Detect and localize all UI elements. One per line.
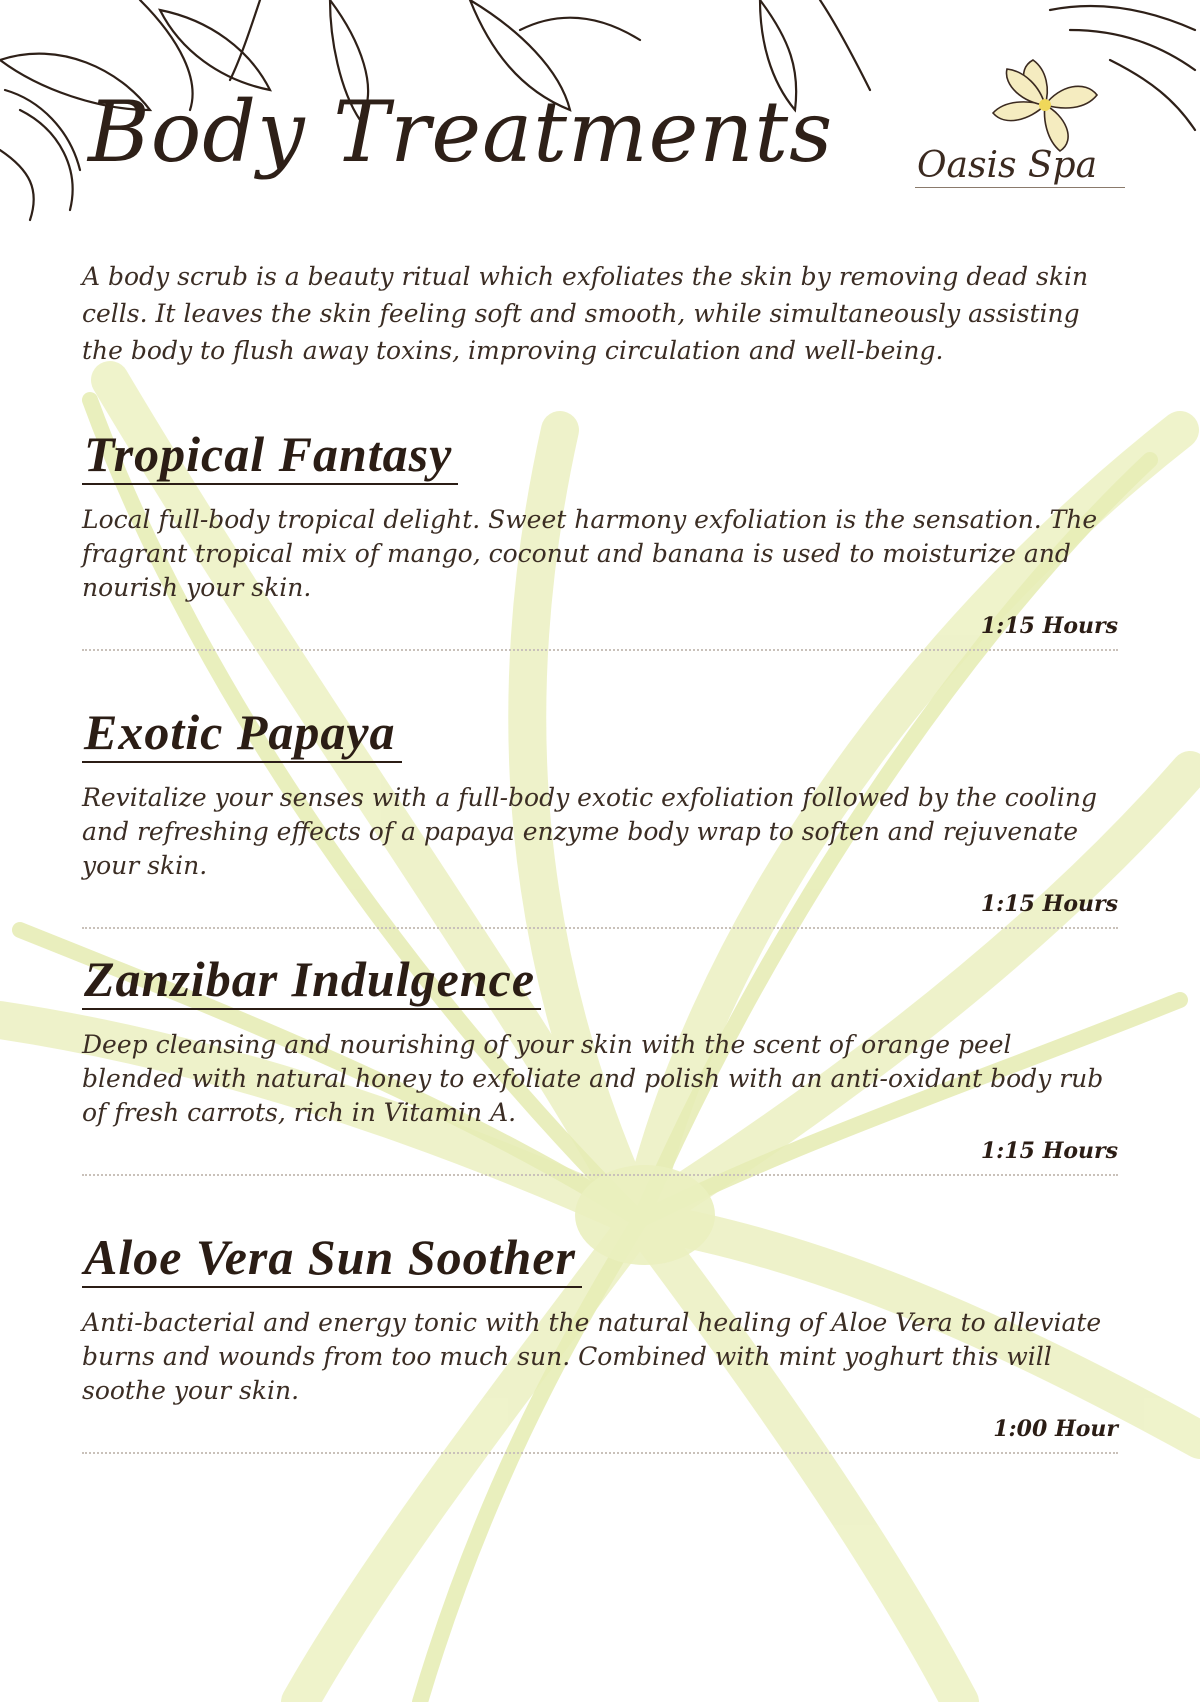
page-title: Body Treatments — [88, 83, 834, 181]
treatment-duration: 1:15 Hours — [980, 613, 1118, 639]
treatment-duration: 1:15 Hours — [980, 1138, 1118, 1164]
treatment-exotic-papaya — [82, 703, 1118, 929]
treatment-description: Local full-body tropical delight. Sweet harmony exfoliation is the sensation. The fragrant tropical mix of mango, coconut and banana is used to moisturize and nourish your skin. — [82, 505, 1098, 602]
treatment-zanzibar-indulgence — [82, 950, 1118, 1176]
treatment-duration: 1:15 Hours — [980, 891, 1118, 917]
treatment-name: Exotic Papaya — [82, 703, 402, 763]
logo-text: Oasis Spa — [917, 145, 1098, 186]
treatment-aloe-vera-sun-soother — [82, 1228, 1118, 1454]
intro-paragraph: A body scrub is a beauty ritual which exfoliates the skin by removing dead skin cells. It leaves the skin feeling soft and smooth, while simultaneously assisting the body to flush away toxins, improving circulation and well-being. — [82, 262, 1089, 365]
dotted-divider — [82, 1452, 1118, 1454]
logo-underline — [915, 187, 1125, 188]
treatment-tropical-fantasy — [82, 425, 1118, 651]
treatment-description: Deep cleansing and nourishing of your skin with the scent of orange peel blended with natural honey to exfoliate and polish with an anti-oxidant body rub of fresh carrots, rich in Vitamin A. — [82, 1030, 1104, 1127]
treatment-name: Tropical Fantasy — [82, 425, 458, 485]
treatment-description: Anti-bacterial and energy tonic with the natural healing of Aloe Vera to alleviate burns and wounds from too much sun. Combined with mint yoghurt this will soothe your skin. — [82, 1308, 1102, 1405]
dotted-divider — [82, 927, 1118, 929]
treatment-name: Aloe Vera Sun Soother — [82, 1228, 582, 1288]
dotted-divider — [82, 649, 1118, 651]
treatment-duration: 1:00 Hour — [993, 1416, 1118, 1442]
oasis-spa-logo — [905, 55, 1135, 215]
dotted-divider — [82, 1174, 1118, 1176]
frangipani-flower-icon — [985, 55, 1105, 155]
treatment-description: Revitalize your senses with a full-body exotic exfoliation followed by the cooling and refreshing effects of a papaya enzyme body wrap to soften and rejuvenate your skin. — [82, 783, 1097, 880]
treatment-name: Zanzibar Indulgence — [82, 950, 541, 1010]
